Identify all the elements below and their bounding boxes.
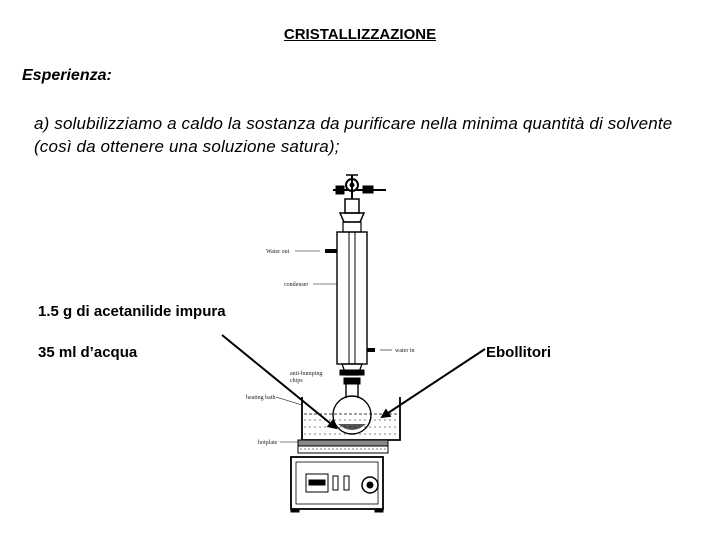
boiling-chips-label: Ebollitori xyxy=(486,344,551,361)
procedure-step-a: a) solubilizziamo a caldo la sostanza da purificare nella minima quantità di solvente (così da ottenere una soluzione satura); xyxy=(34,114,673,156)
sample-label: 1.5 g di acetanilide impura xyxy=(38,303,226,320)
solvent-label: 35 ml d’acqua xyxy=(38,344,138,361)
label-chips: chips xyxy=(290,378,303,384)
label-anti-bumping: anti-bumping xyxy=(290,371,323,377)
label-water-out: Water out xyxy=(266,249,290,255)
label-heating-bath: heating bath xyxy=(246,395,276,401)
stopcock xyxy=(333,175,386,213)
arrow-to-boiling-chips xyxy=(382,349,485,417)
label-condenser: condenser xyxy=(284,282,309,288)
label-hotplate: hotplate xyxy=(258,440,278,446)
arrow-to-flask xyxy=(222,335,336,428)
label-water-in: water in xyxy=(395,348,415,354)
page-title: CRISTALLIZZAZIONE xyxy=(283,26,437,43)
hotplate xyxy=(291,440,388,512)
section-subtitle: Esperienza: xyxy=(22,67,112,84)
round-bottom-flask xyxy=(333,384,371,434)
joint-clamp xyxy=(340,370,364,384)
condenser xyxy=(325,213,375,375)
